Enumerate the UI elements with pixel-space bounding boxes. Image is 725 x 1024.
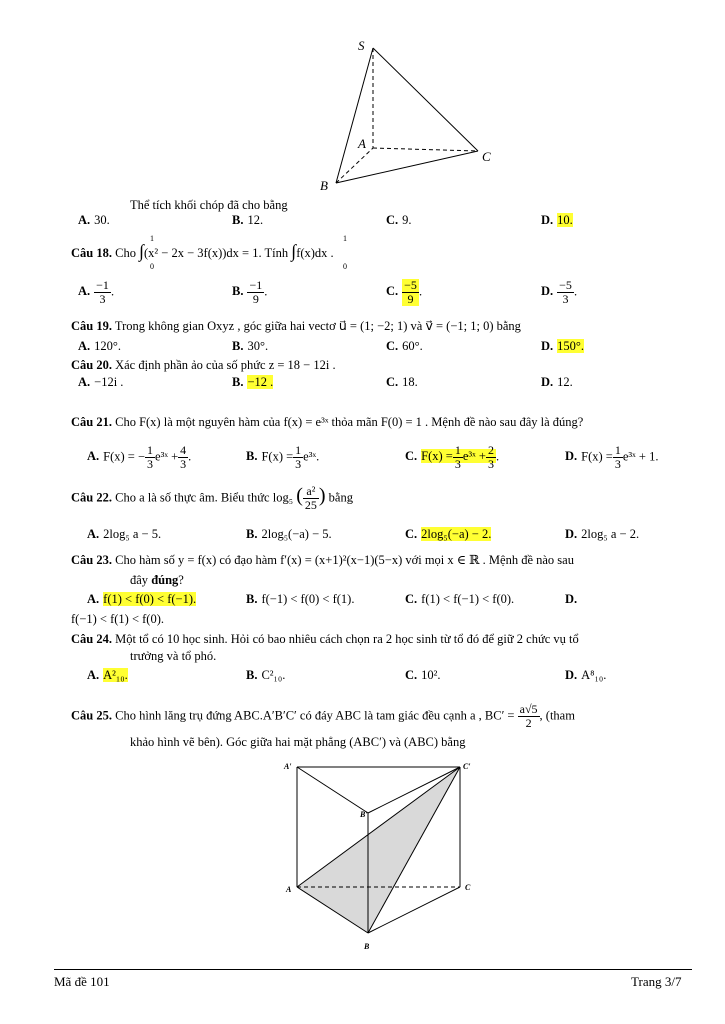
q20-option-a[interactable]: A. −12i .: [78, 375, 124, 389]
vertex-b-label: B: [364, 942, 370, 951]
footer-divider: [54, 969, 692, 970]
q22-option-c[interactable]: C. 2log₅(−a) − 2.: [405, 527, 492, 541]
q24-option-a[interactable]: A. A²₁₀.: [87, 668, 128, 682]
q19-stem: Câu 19. Trong không gian Oxyz , góc giữa hai vectơ u⃗ = (1; −2; 1) và v⃗ = (−1; 1; 0) bằng: [71, 319, 521, 333]
q19-option-d[interactable]: D. 150°.: [541, 339, 585, 353]
q22-option-d[interactable]: D. 2log₅ a − 2.: [565, 527, 640, 541]
vertex-a1-label: A′: [284, 762, 292, 771]
q25-stem-cont: khảo hình vẽ bên). Góc giữa hai mặt phẳng (ABC′) và (ABC) bằng: [130, 735, 466, 749]
q20-option-c[interactable]: C. 18.: [386, 375, 418, 389]
q18-stem: Câu 18. Cho ∫(x² − 2x − 3f(x))dx = 1. Tính ∫f(x)dx .: [71, 241, 334, 261]
q23-option-b[interactable]: B. f(−1) < f(0) < f(1).: [246, 592, 355, 606]
q18-lower-limit: 0: [150, 262, 154, 271]
vertex-a-label: A: [358, 136, 366, 151]
q18-option-b[interactable]: B. $\frac{-1}{9}$ .: [232, 278, 268, 306]
q21-option-a[interactable]: A. F(x) = − $\frac{1}{3}$ e³ˣ + $\frac{4}{3}$ .: [87, 443, 192, 471]
q23-option-d-text: f(−1) < f(1) < f(0).: [71, 612, 164, 626]
prism-figure: [280, 755, 480, 955]
vertex-a-label: A: [286, 885, 292, 894]
vertex-b1-label: B′: [360, 810, 368, 819]
q23-option-d[interactable]: D.: [565, 592, 578, 606]
q24-option-b[interactable]: B. C²₁₀.: [246, 668, 286, 682]
q18-option-a[interactable]: A. $\frac{-1}{3}$ .: [78, 278, 115, 306]
q20-stem: Câu 20. Xác định phần ảo của số phức z = 18 − 12i .: [71, 358, 336, 372]
vertex-c-label: C: [465, 883, 471, 892]
q18-upper-limit-2: 1: [343, 234, 347, 243]
q23-stem-cont: đây đúng?: [130, 573, 184, 587]
q25-stem: Câu 25. Cho hình lăng trụ đứng ABC.A′B′C′ có đáy ABC là tam giác đều cạnh a , BC′ = $\frac{a√5}{2}$ , (tham: [71, 702, 575, 730]
q21-option-c[interactable]: C. F(x) = $\frac{1}{3}$ e³ˣ + $\frac{2}{3}$ .: [405, 443, 500, 471]
footer-page-number: Trang 3/7: [631, 974, 682, 989]
vertex-b-label: B: [320, 178, 328, 193]
q18-option-c[interactable]: C. $\frac{-5}{9}$ .: [386, 278, 423, 306]
q19-option-a[interactable]: A. 120°.: [78, 339, 122, 353]
q24-option-c[interactable]: C. 10².: [405, 668, 441, 682]
q21-option-b[interactable]: B. F(x) = $\frac{1}{3}$ e³ˣ.: [246, 443, 320, 471]
vertex-c1-label: C′: [463, 762, 471, 771]
q24-stem: Câu 24. Một tổ có 10 học sinh. Hỏi có bao nhiêu cách chọn ra 2 học sinh từ tổ đó để giữ 2 chức vụ tổ: [71, 632, 579, 646]
q24-option-d[interactable]: D. A⁸₁₀.: [565, 668, 607, 682]
q23-option-a[interactable]: A. f(1) < f(0) < f(−1).: [87, 592, 197, 606]
q17-option-c[interactable]: C. 9.: [386, 213, 412, 227]
vertex-c-label: C: [482, 149, 491, 164]
q19-option-b[interactable]: B. 30°.: [232, 339, 269, 353]
q22-option-a[interactable]: A. 2log₅ a − 5.: [87, 527, 162, 541]
q21-option-d[interactable]: D. F(x) = $\frac{1}{3}$ e³ˣ + 1.: [565, 443, 659, 471]
q23-stem: Câu 23. Cho hàm số y = f(x) có đạo hàm f′(x) = (x+1)²(x−1)(5−x) với mọi x ∈ ℝ . Mệnh đề nào sau: [71, 553, 574, 567]
q19-option-c[interactable]: C. 60°.: [386, 339, 423, 353]
q18-option-d[interactable]: D. $\frac{-5}{3}$ .: [541, 278, 578, 306]
q23-option-c[interactable]: C. f(1) < f(−1) < f(0).: [405, 592, 515, 606]
q24-stem-cont: trưởng và tổ phó.: [130, 649, 217, 663]
q17-option-a[interactable]: A. 30.: [78, 213, 110, 227]
q20-option-b[interactable]: B. −12 .: [232, 375, 274, 389]
q18-upper-limit: 1: [150, 234, 154, 243]
footer-exam-code: Mã đề 101: [54, 974, 110, 989]
vertex-s-label: S: [358, 38, 365, 53]
pyramid-figure: [310, 30, 510, 195]
q20-option-d[interactable]: D. 12.: [541, 375, 573, 389]
q17-option-b[interactable]: B. 12.: [232, 213, 264, 227]
q17-stem: Thể tích khối chóp đã cho bằng: [130, 198, 288, 212]
q17-option-d[interactable]: D. 10.: [541, 213, 573, 227]
q21-stem: Câu 21. Cho F(x) là một nguyên hàm của f(x) = e³ˣ thỏa mãn F(0) = 1 . Mệnh đề nào sau đây là đúng?: [71, 415, 584, 429]
q22-option-b[interactable]: B. 2log₅(−a) − 5.: [246, 527, 332, 541]
q18-lower-limit-2: 0: [343, 262, 347, 271]
q22-stem: Câu 22. Cho a là số thực âm. Biểu thức log₅ ( $\frac{\text{a²}}{25}$ ) bằng: [71, 484, 353, 512]
